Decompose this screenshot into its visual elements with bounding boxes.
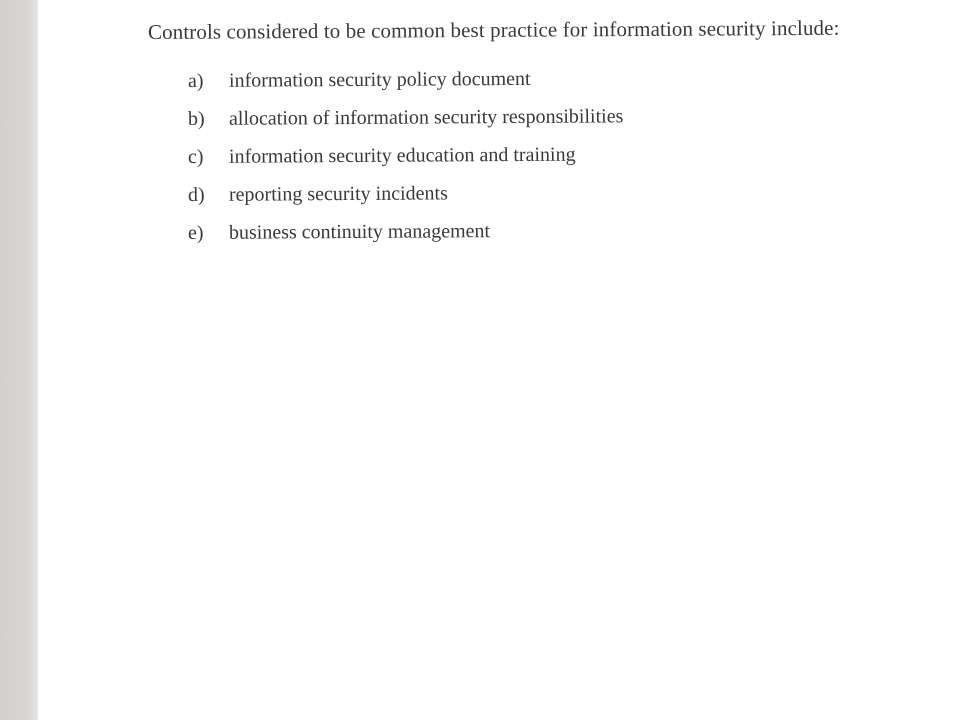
list-marker: c) <box>187 145 204 168</box>
list-item <box>188 137 624 178</box>
list-marker: e) <box>187 221 204 244</box>
document-page <box>38 0 960 720</box>
list-item-text: information security policy document <box>228 67 531 92</box>
list-marker: a) <box>187 69 204 92</box>
list-item-text: information security education and training <box>228 143 576 168</box>
list-item <box>188 61 624 102</box>
list-item-text: reporting security incidents <box>228 182 448 206</box>
list-marker: b) <box>187 107 205 130</box>
list-item <box>188 175 624 216</box>
list-marker: d) <box>187 183 205 206</box>
controls-list <box>188 64 623 254</box>
scan-margin-strip <box>0 0 38 720</box>
list-item <box>188 213 624 254</box>
list-item-text: business continuity management <box>228 220 491 244</box>
intro-sentence: Controls considered to be common best practice for information security include: <box>147 15 840 44</box>
list-item-text: allocation of information security responsibilities <box>228 105 624 130</box>
list-item <box>188 99 624 140</box>
